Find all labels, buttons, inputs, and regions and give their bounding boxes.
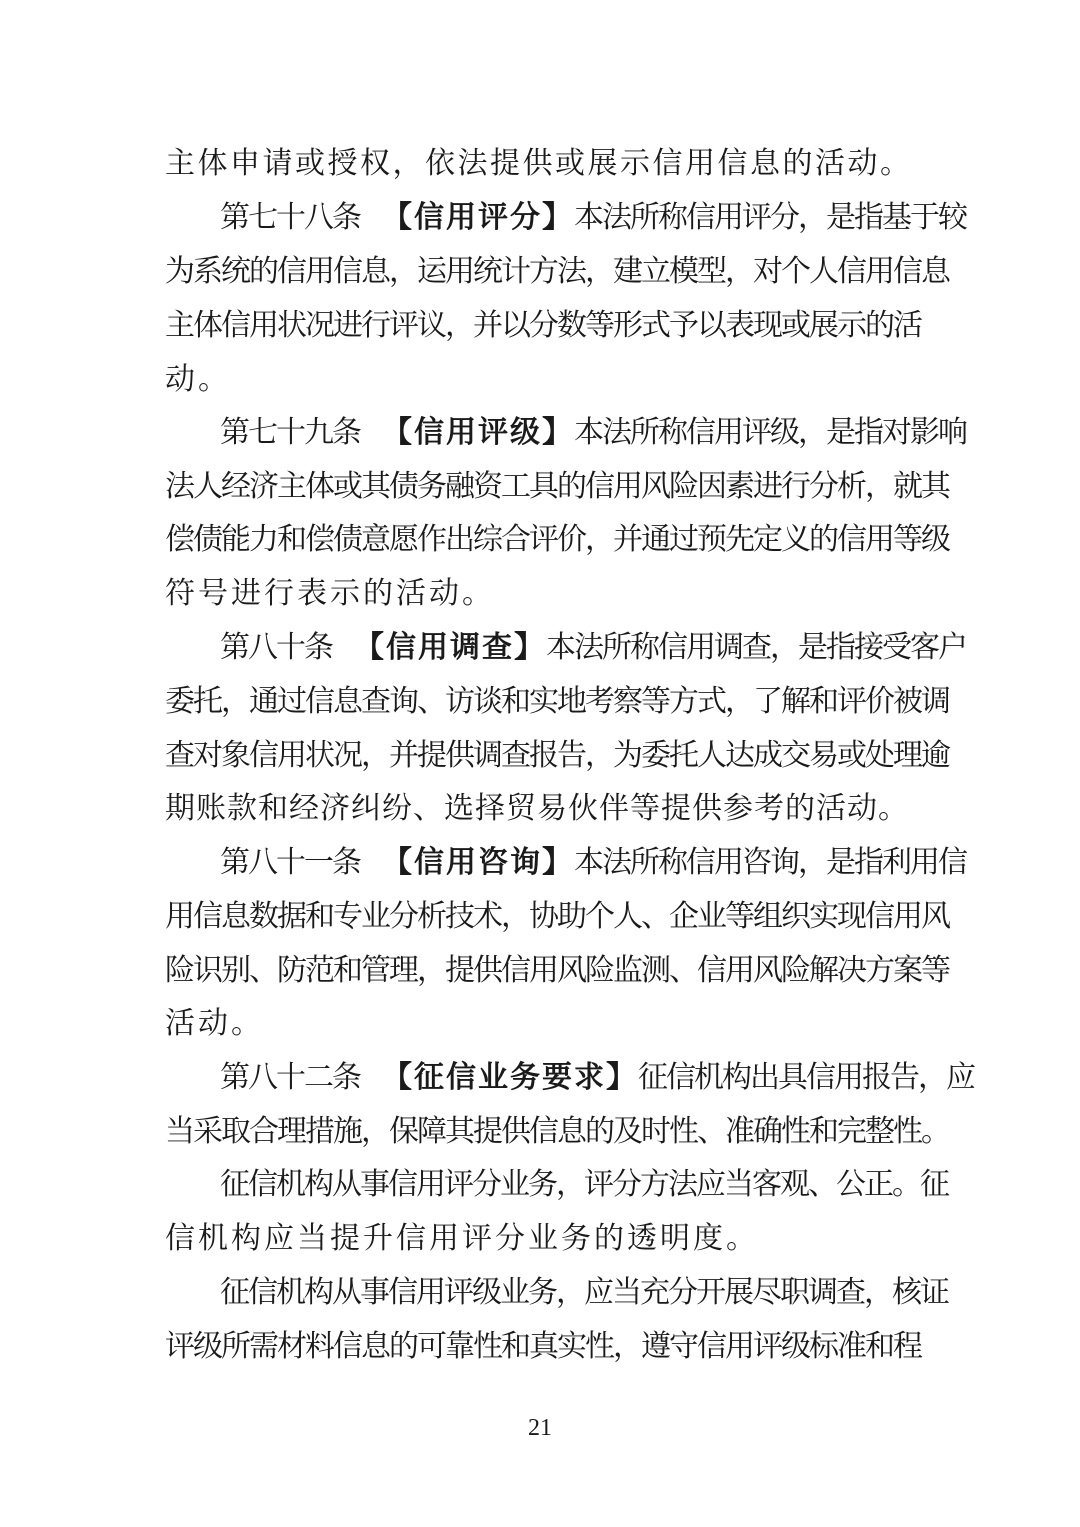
- article-line: [220, 626, 966, 670]
- article-text: 本法所称信用咨询，是指利用信: [574, 845, 966, 880]
- text-line: 用信息数据和专业分析技术，协助个人、企业等组织实现信用风: [165, 899, 949, 934]
- text-line: 偿债能力和偿债意愿作出综合评价，并通过预先定义的信用等级: [165, 522, 949, 557]
- article-number: 第七十八条: [220, 200, 360, 235]
- article-heading: 【征信业务要求】: [382, 1060, 638, 1095]
- text-line: 活动。: [165, 1006, 264, 1041]
- text-line: 期账款和经济纠纷、选择贸易伙伴等提供参考的活动。: [165, 791, 909, 826]
- text-line: 主体信用状况进行评议，并以分数等形式予以表现或展示的活: [165, 308, 921, 343]
- article-text: 本法所称信用调查，是指接受客户: [546, 630, 966, 665]
- article-number: 第七十九条: [220, 415, 360, 450]
- text-line: 符号进行表示的活动。: [165, 576, 495, 611]
- article-number: 第八十一条: [220, 845, 360, 880]
- article-text: 本法所称信用评分，是指基于较: [574, 200, 966, 235]
- paragraph-first-line: 征信机构从事信用评分业务，评分方法应当客观、公正。征: [220, 1167, 948, 1202]
- text-line: 险识别、防范和管理，提供信用风险监测、信用风险解决方案等: [165, 953, 949, 988]
- article-heading: 【信用评级】: [382, 415, 574, 450]
- text-line: 委托，通过信息查询、访谈和实地考察等方式，了解和评价被调: [165, 684, 949, 719]
- article-line: [220, 841, 966, 885]
- article-number: 第八十二条: [220, 1060, 360, 1095]
- text-line: 当采取合理措施，保障其提供信息的及时性、准确性和完整性。: [165, 1114, 949, 1149]
- text-line: 法人经济主体或其债务融资工具的信用风险因素进行分析，就其: [165, 469, 949, 504]
- article-line: [220, 1056, 974, 1100]
- article-text: 征信机构出具信用报告，应: [638, 1060, 974, 1095]
- page-number: 21: [528, 1415, 552, 1441]
- text-line: 评级所需材料信息的可靠性和真实性，遵守信用评级标准和程: [165, 1329, 921, 1364]
- text-line: 为系统的信用信息，运用统计方法，建立模型，对个人信用信息: [165, 254, 949, 289]
- article-heading: 【信用评分】: [382, 200, 574, 235]
- article-line: [220, 196, 966, 240]
- article-line: [220, 411, 966, 455]
- paragraph-first-line: 征信机构从事信用评级业务，应当充分开展尽职调查，核证: [220, 1275, 948, 1310]
- text-line: 查对象信用状况，并提供调查报告，为委托人达成交易或处理逾: [165, 738, 949, 773]
- text-line: 动。: [165, 362, 231, 397]
- article-text: 本法所称信用评级，是指对影响: [574, 415, 966, 450]
- text-line: 信机构应当提升信用评分业务的透明度。: [165, 1221, 759, 1256]
- text-line: 主体申请或授权，依法提供或展示信用信息的活动。: [165, 146, 913, 181]
- article-heading: 【信用调查】: [354, 630, 546, 665]
- article-heading: 【信用咨询】: [382, 845, 574, 880]
- article-number: 第八十条: [220, 630, 332, 665]
